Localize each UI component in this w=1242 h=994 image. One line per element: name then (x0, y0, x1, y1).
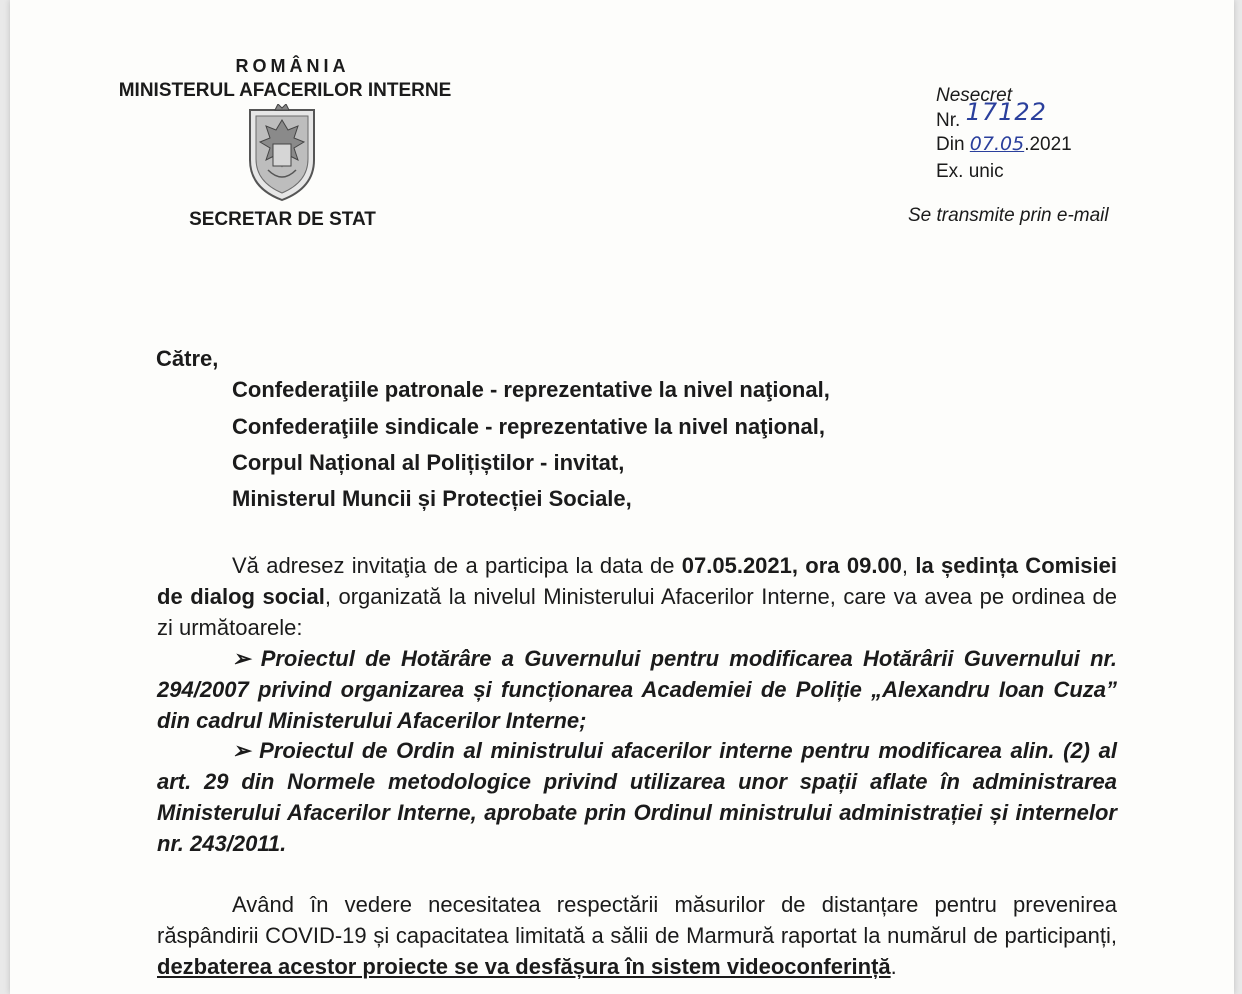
meeting-date: 07.05.2021, ora 09.00 (681, 553, 902, 578)
nr-handwritten-value: 17122 (965, 98, 1047, 126)
transmission-note: Se transmite prin e-mail (908, 205, 1109, 226)
nr-label: Nr. (936, 110, 961, 131)
addressee-line: Confederaţiile sindicale - reprezentative la nivel naţional, (232, 414, 825, 439)
header-office: SECRETAR DE STAT (189, 209, 376, 230)
agenda-item (157, 643, 1117, 736)
din-label: Din (936, 134, 965, 155)
covid-paragraph (157, 889, 1117, 982)
invitation-text: Vă adresez invitaţia de a participa la data de (232, 553, 682, 578)
document-page (10, 0, 1234, 994)
din-handwritten-date: 07.05 (969, 133, 1025, 155)
header-country: ROMÂNIA (235, 56, 350, 76)
addressee-line: Ministerul Muncii și Protecției Sociale, (232, 486, 632, 511)
invitation-paragraph (157, 550, 1117, 643)
agenda-item (157, 735, 1117, 859)
addressee-greeting: Către, (156, 346, 219, 371)
addressee-line: Corpul Național al Polițiștilor - invitat, (232, 450, 625, 475)
videoconference-emphasis: dezbaterea acestor proiecte se va desfășura în sistem videoconferință (157, 954, 891, 979)
bullet-arrow-icon: ➢ (232, 646, 251, 671)
invitation-text: , organizată la nivelul Ministerului Afacerilor Interne, care va avea pe ordinea de zi următoarele: (157, 584, 1118, 640)
din-year: .2021 (1024, 134, 1072, 155)
classification-label: Nesecret (936, 85, 1013, 106)
agenda-item-text: Proiectul de Hotărâre a Guvernului pentru modificarea Hotărârii Guvernului nr. 294/2007 privind organizarea și funcționarea Academiei de Poliție „Alexandru Ioan Cuza” din cadrul Ministerului Afacerilor Interne; (157, 646, 1117, 733)
covid-text: . (890, 954, 897, 979)
header-ministry: MINISTERUL AFACERILOR INTERNE (118, 80, 452, 101)
bullet-arrow-icon: ➢ (232, 738, 251, 763)
copies-label: Ex. unic (936, 161, 1004, 182)
registration-number (936, 98, 1047, 134)
covid-text: Având în vedere necesitatea respectării măsurilor de distanțare pentru prevenirea răspândirii COVID-19 și capacitatea limitată a sălii de Marmură raportat la numărul de participanți, (157, 892, 1117, 948)
registration-date (936, 131, 1072, 158)
invitation-text: , (901, 553, 916, 578)
agenda-item-text: Proiectul de Ordin al ministrului afacerilor interne pentru modificarea alin. (2) al art. 29 din Normele metodologice privind utilizarea unor spații aflate în administrarea Ministerului Afacerilor Interne, aprobate prin Ordinul ministrului administrației și internelor nr. 243/2011. (157, 738, 1117, 856)
meeting-name: la ședința Comisiei de dialog social (157, 553, 1117, 609)
coat-of-arms-icon (242, 104, 322, 204)
addressee-line: Confederaţiile patronale - reprezentative la nivel naţional, (232, 377, 830, 402)
